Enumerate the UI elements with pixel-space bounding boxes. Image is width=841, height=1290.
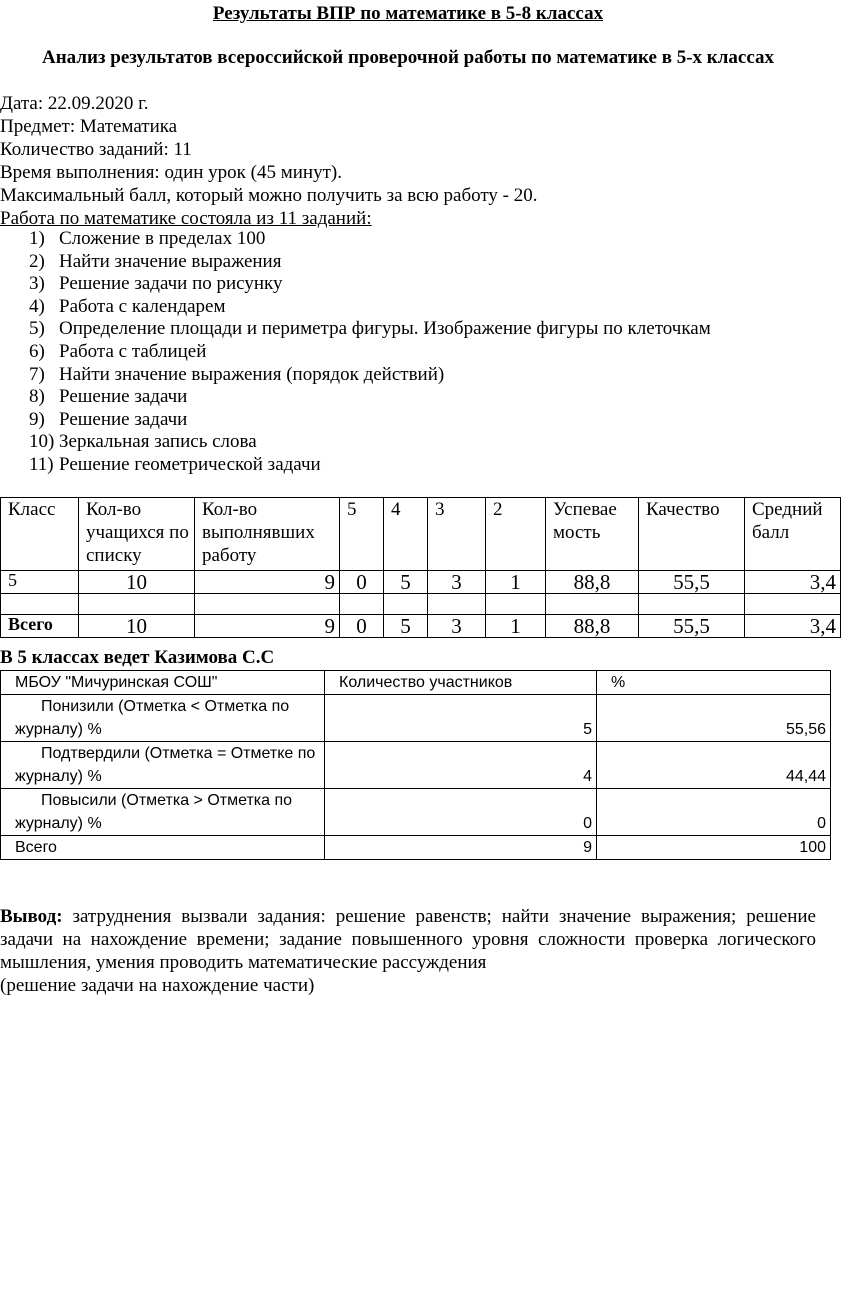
table-cell: 3 <box>428 615 486 638</box>
results-table <box>0 497 841 638</box>
table-row <box>1 742 831 789</box>
table-cell: 5 <box>325 695 597 742</box>
table-cell: 1 <box>486 615 546 638</box>
table-cell: Понизили (Отметка < Отметка по журналу) % <box>1 695 325 742</box>
list-item: 11) Решение геометрической задачи <box>29 453 321 475</box>
header-cell: Средний балл <box>745 498 841 571</box>
work-info <box>0 92 538 230</box>
conclusion-note: (решение задачи на нахождение части) <box>0 975 315 996</box>
teacher-line: В 5 классах ведет Казимова С.С <box>0 647 275 668</box>
table-cell: 55,5 <box>639 615 745 638</box>
table-cell: 10 <box>79 571 195 594</box>
table-cell: Всего <box>1 836 325 860</box>
table-cell: 0 <box>597 789 831 836</box>
table-row <box>1 571 841 594</box>
table-row <box>1 695 831 742</box>
table-cell: 88,8 <box>546 615 639 638</box>
max-score-line: Максимальный балл, который можно получить за всю работу - 20. <box>0 185 538 206</box>
table-cell: 44,44 <box>597 742 831 789</box>
task-list <box>0 228 711 477</box>
table-row <box>1 836 831 860</box>
table-cell: 3 <box>428 571 486 594</box>
header-cell: Успевае мость <box>546 498 639 571</box>
table-header-row <box>1 498 841 571</box>
header-cell: 4 <box>384 498 428 571</box>
table-cell: 0 <box>340 571 384 594</box>
list-item: 5) Определение площади и периметра фигуры. Изображение фигуры по клеточкам <box>29 318 711 340</box>
table-cell: 3,4 <box>745 571 841 594</box>
table-cell: Подтвердили (Отметка = Отметке по журналу) % <box>1 742 325 789</box>
header-cell: Класс <box>1 498 79 571</box>
list-item: 1) Сложение в пределах 100 <box>29 228 266 249</box>
list-item: 4) Работа с календарем <box>29 295 226 317</box>
conclusion-label: Вывод: <box>0 906 63 927</box>
header-cell: 5 <box>340 498 384 571</box>
header-cell: Количество участников <box>325 671 597 695</box>
table-cell: 88,8 <box>546 571 639 594</box>
table-cell: 0 <box>340 615 384 638</box>
subject-line: Предмет: Математика <box>0 116 178 137</box>
list-item: 9) Решение задачи <box>29 408 188 430</box>
list-item: 7) Найти значение выражения (порядок действий) <box>29 363 445 385</box>
table-cell: 9 <box>195 615 340 638</box>
table-cell: 9 <box>195 571 340 594</box>
table-row <box>1 615 841 638</box>
table-header-row <box>1 671 831 695</box>
table-cell: 10 <box>79 615 195 638</box>
composition-line: Работа по математике состояла из 11 заданий: <box>0 208 372 229</box>
header-cell: % <box>597 671 831 695</box>
list-item: 8) Решение задачи <box>29 386 188 408</box>
duration-line: Время выполнения: один урок (45 минут). <box>0 162 342 183</box>
task-count-line: Количество заданий: 11 <box>0 139 192 160</box>
list-item: 3) Решение задачи по рисунку <box>29 273 283 295</box>
table-cell: 0 <box>325 789 597 836</box>
table-cell: Повысили (Отметка > Отметка по журналу) % <box>1 789 325 836</box>
header-cell: Кол-во учащихся по списку <box>79 498 195 571</box>
table-row <box>1 594 841 615</box>
list-item: 2) Найти значение выражения <box>29 250 282 272</box>
header-cell: Кол-во выполнявших работу <box>195 498 340 571</box>
date-line: Дата: 22.09.2020 г. <box>0 93 149 114</box>
table-cell: 100 <box>597 836 831 860</box>
analysis-subtitle: Анализ результатов всероссийской проверочной работы по математике в 5-х классах <box>41 47 774 68</box>
header-cell: Качество <box>639 498 745 571</box>
list-item: 6) Работа с таблицей <box>29 340 207 362</box>
table-cell: 5 <box>384 615 428 638</box>
table-cell: 55,56 <box>597 695 831 742</box>
conclusion-text: Вывод: затруднения вызвали задания: решение равенств; найти значение выражения; решение задачи на нахождение времени; задание повышенного уровня сложности проверка логического мышления, умения проводить математические рассуждения <box>0 906 816 973</box>
table-cell: 4 <box>325 742 597 789</box>
table-cell: 5 <box>384 571 428 594</box>
header-cell: 2 <box>486 498 546 571</box>
page-title: Результаты ВПР по математике в 5-8 классах <box>212 3 604 24</box>
comparison-table <box>0 670 831 860</box>
header-cell: 3 <box>428 498 486 571</box>
table-cell: Всего <box>1 615 79 638</box>
conclusion <box>0 905 816 997</box>
list-item: 10) Зеркальная запись слова <box>29 431 257 453</box>
table-cell: 5 <box>1 571 79 594</box>
table-cell: 9 <box>325 836 597 860</box>
table-row <box>1 789 831 836</box>
table-cell: 55,5 <box>639 571 745 594</box>
header-cell: МБОУ "Мичуринская СОШ" <box>1 671 325 695</box>
table-cell: 3,4 <box>745 615 841 638</box>
table-cell: 1 <box>486 571 546 594</box>
